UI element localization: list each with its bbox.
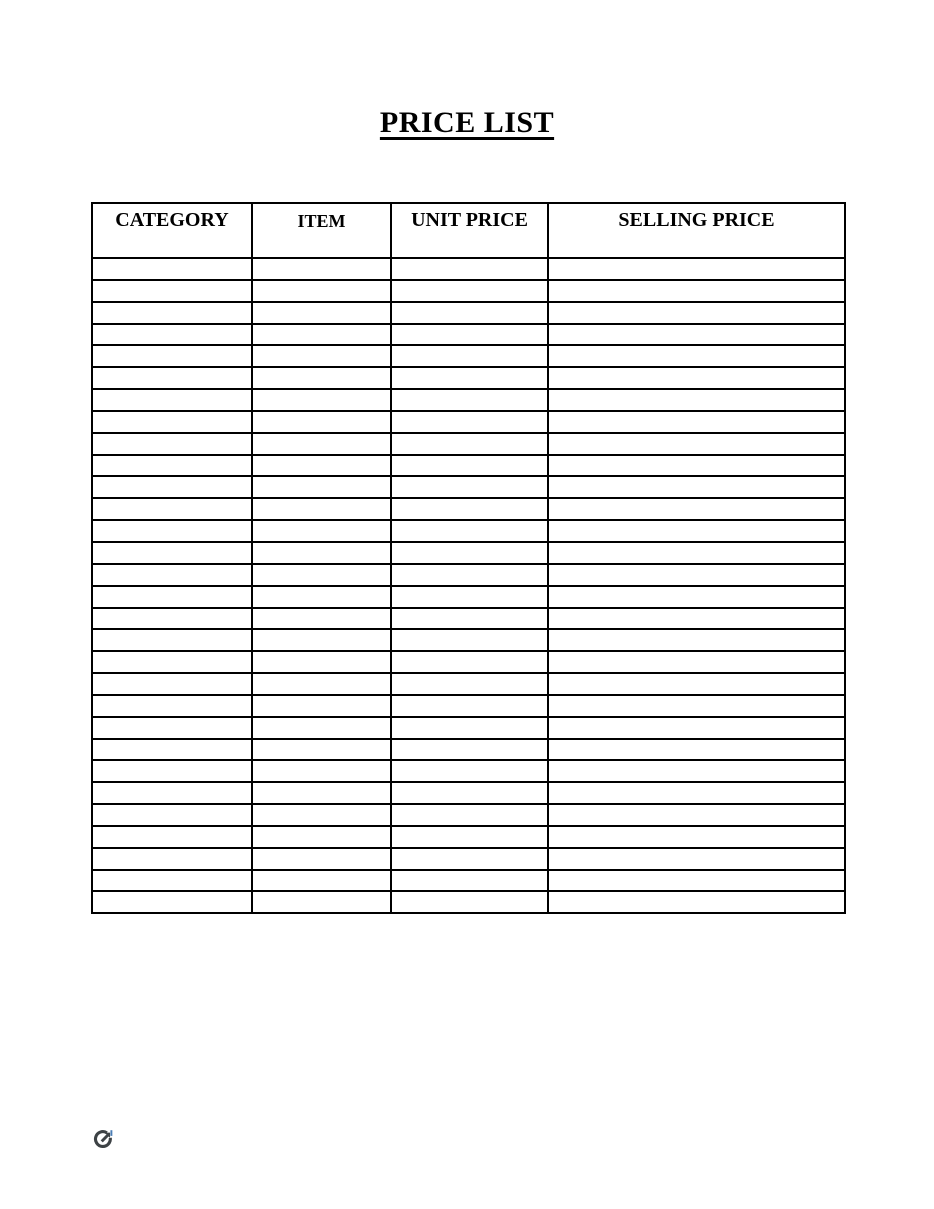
table-row (92, 520, 845, 542)
table-cell-unit_price (391, 673, 548, 695)
table-cell-category (92, 542, 252, 564)
table-cell-item (252, 345, 391, 367)
table-row (92, 389, 845, 411)
table-cell-selling_price (548, 782, 845, 804)
table-cell-category (92, 367, 252, 389)
table-cell-unit_price (391, 891, 548, 913)
table-row (92, 804, 845, 826)
table-cell-selling_price (548, 476, 845, 498)
table-cell-unit_price (391, 826, 548, 848)
table-row (92, 476, 845, 498)
table-cell-unit_price (391, 586, 548, 608)
table-cell-category (92, 345, 252, 367)
table-cell-item (252, 739, 391, 761)
table-row (92, 324, 845, 346)
table-cell-selling_price (548, 695, 845, 717)
table-cell-selling_price (548, 804, 845, 826)
table-cell-category (92, 520, 252, 542)
table-cell-unit_price (391, 324, 548, 346)
price-table-body (92, 258, 845, 913)
table-row (92, 280, 845, 302)
table-row (92, 695, 845, 717)
table-cell-item (252, 629, 391, 651)
table-cell-item (252, 870, 391, 892)
table-cell-unit_price (391, 520, 548, 542)
table-cell-selling_price (548, 324, 845, 346)
table-cell-category (92, 760, 252, 782)
table-cell-unit_price (391, 258, 548, 280)
table-row (92, 433, 845, 455)
table-row (92, 673, 845, 695)
table-cell-category (92, 826, 252, 848)
table-cell-item (252, 302, 391, 324)
table-cell-selling_price (548, 826, 845, 848)
table-row (92, 717, 845, 739)
table-cell-item (252, 760, 391, 782)
table-cell-category (92, 629, 252, 651)
table-cell-selling_price (548, 433, 845, 455)
table-cell-unit_price (391, 651, 548, 673)
table-cell-selling_price (548, 608, 845, 630)
table-cell-item (252, 695, 391, 717)
column-header-category: CATEGORY (92, 203, 252, 258)
table-cell-category (92, 280, 252, 302)
table-cell-unit_price (391, 782, 548, 804)
table-row (92, 826, 845, 848)
table-cell-unit_price (391, 302, 548, 324)
table-cell-unit_price (391, 345, 548, 367)
table-cell-item (252, 826, 391, 848)
table-cell-item (252, 411, 391, 433)
table-cell-category (92, 870, 252, 892)
table-cell-unit_price (391, 739, 548, 761)
table-cell-selling_price (548, 848, 845, 870)
table-cell-item (252, 455, 391, 477)
table-cell-item (252, 804, 391, 826)
table-cell-unit_price (391, 411, 548, 433)
table-cell-unit_price (391, 870, 548, 892)
table-cell-unit_price (391, 848, 548, 870)
table-cell-selling_price (548, 739, 845, 761)
table-cell-selling_price (548, 542, 845, 564)
table-row (92, 498, 845, 520)
table-row (92, 848, 845, 870)
table-cell-item (252, 673, 391, 695)
table-cell-selling_price (548, 760, 845, 782)
price-list-table (91, 202, 846, 914)
table-row (92, 586, 845, 608)
table-cell-unit_price (391, 564, 548, 586)
table-cell-selling_price (548, 717, 845, 739)
table-cell-selling_price (548, 455, 845, 477)
table-row (92, 739, 845, 761)
table-cell-category (92, 782, 252, 804)
table-cell-selling_price (548, 280, 845, 302)
table-cell-unit_price (391, 717, 548, 739)
table-cell-selling_price (548, 629, 845, 651)
column-header-selling_price: SELLING PRICE (548, 203, 845, 258)
table-row (92, 891, 845, 913)
table-cell-item (252, 367, 391, 389)
table-row (92, 455, 845, 477)
table-row (92, 608, 845, 630)
table-row (92, 870, 845, 892)
table-row (92, 258, 845, 280)
table-cell-category (92, 586, 252, 608)
table-cell-selling_price (548, 651, 845, 673)
table-cell-unit_price (391, 608, 548, 630)
table-cell-unit_price (391, 804, 548, 826)
table-cell-category (92, 717, 252, 739)
table-cell-selling_price (548, 564, 845, 586)
table-cell-unit_price (391, 760, 548, 782)
table-cell-category (92, 389, 252, 411)
table-cell-category (92, 324, 252, 346)
table-cell-category (92, 564, 252, 586)
table-cell-category (92, 258, 252, 280)
table-cell-selling_price (548, 389, 845, 411)
table-cell-selling_price (548, 498, 845, 520)
table-row (92, 345, 845, 367)
table-cell-category (92, 476, 252, 498)
table-cell-category (92, 302, 252, 324)
column-header-item: ITEM (252, 203, 391, 258)
table-cell-unit_price (391, 629, 548, 651)
table-cell-item (252, 782, 391, 804)
table-cell-item (252, 586, 391, 608)
table-cell-selling_price (548, 345, 845, 367)
table-cell-category (92, 651, 252, 673)
table-cell-category (92, 608, 252, 630)
table-cell-item (252, 258, 391, 280)
header-row (92, 203, 845, 258)
table-row (92, 564, 845, 586)
table-cell-item (252, 476, 391, 498)
table-cell-unit_price (391, 389, 548, 411)
table-row (92, 760, 845, 782)
table-cell-unit_price (391, 498, 548, 520)
table-cell-unit_price (391, 695, 548, 717)
table-cell-category (92, 411, 252, 433)
table-cell-category (92, 804, 252, 826)
table-cell-item (252, 564, 391, 586)
table-row (92, 782, 845, 804)
table-cell-item (252, 433, 391, 455)
table-cell-unit_price (391, 280, 548, 302)
table-cell-item (252, 324, 391, 346)
table-cell-category (92, 739, 252, 761)
table-cell-item (252, 520, 391, 542)
page-title: PRICE LIST (379, 106, 555, 139)
table-cell-unit_price (391, 476, 548, 498)
table-cell-unit_price (391, 433, 548, 455)
table-cell-item (252, 498, 391, 520)
table-row (92, 302, 845, 324)
table-cell-selling_price (548, 870, 845, 892)
table-cell-category (92, 848, 252, 870)
table-cell-category (92, 695, 252, 717)
table-cell-item (252, 608, 391, 630)
table-cell-selling_price (548, 520, 845, 542)
table-cell-selling_price (548, 367, 845, 389)
refresh-icon-accent (110, 1130, 112, 1136)
table-cell-item (252, 717, 391, 739)
table-row (92, 411, 845, 433)
table-cell-item (252, 389, 391, 411)
table-cell-unit_price (391, 455, 548, 477)
table-cell-unit_price (391, 542, 548, 564)
table-cell-category (92, 891, 252, 913)
table-cell-selling_price (548, 411, 845, 433)
table-cell-unit_price (391, 367, 548, 389)
table-cell-category (92, 455, 252, 477)
table-cell-selling_price (548, 673, 845, 695)
table-cell-selling_price (548, 586, 845, 608)
table-cell-item (252, 280, 391, 302)
table-cell-category (92, 498, 252, 520)
table-row (92, 629, 845, 651)
table-cell-item (252, 651, 391, 673)
refresh-icon[interactable] (92, 1127, 114, 1151)
table-cell-category (92, 673, 252, 695)
table-cell-selling_price (548, 891, 845, 913)
table-row (92, 367, 845, 389)
table-cell-item (252, 542, 391, 564)
table-cell-category (92, 433, 252, 455)
table-row (92, 651, 845, 673)
column-header-unit_price: UNIT PRICE (391, 203, 548, 258)
table-row (92, 542, 845, 564)
table-cell-item (252, 848, 391, 870)
refresh-icon-arrow-shaft (102, 1135, 108, 1141)
table-cell-selling_price (548, 258, 845, 280)
table-cell-selling_price (548, 302, 845, 324)
table-cell-item (252, 891, 391, 913)
